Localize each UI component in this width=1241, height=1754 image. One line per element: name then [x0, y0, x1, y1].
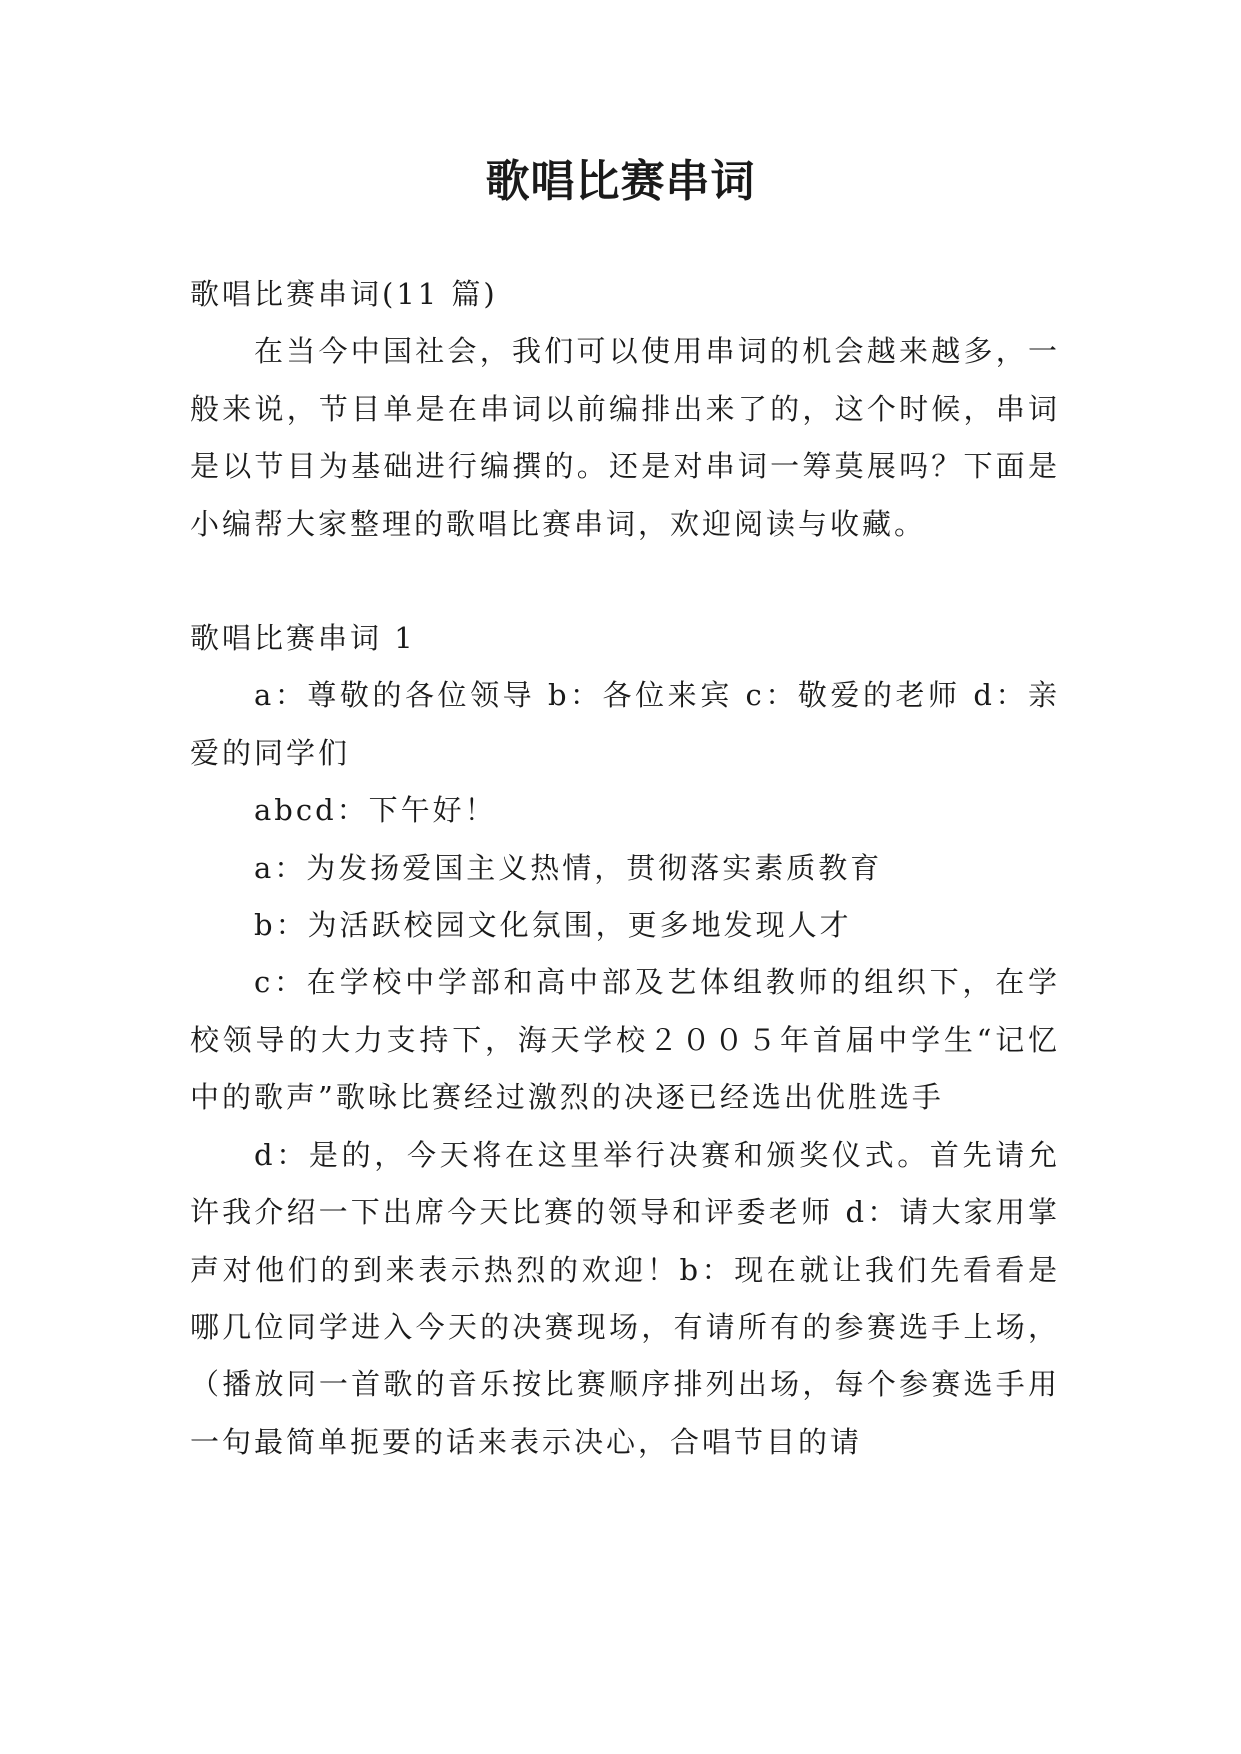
body-paragraph: b：为活跃校园文化氛围，更多地发现人才	[254, 908, 852, 943]
document-subtitle: 歌唱比赛串词(11 篇)	[190, 277, 498, 311]
body-paragraph: c：在学校中学部和高中部及艺体组教师的组织下，在学校领导的大力支持下，海天学校２００５年首届中学生“记忆中的歌声”歌咏比赛经过激烈的决逐已经选出优胜选手	[190, 965, 1060, 1115]
intro-paragraph: 在当今中国社会，我们可以使用串词的机会越来越多，一般来说，节目单是在串词以前编排出来了的，这个时候，串词是以节目为基础进行编撰的。还是对串词一筹莫展吗？下面是小编帮大家整理的歌唱比赛串词，欢迎阅读与收藏。	[190, 334, 1060, 541]
document-title: 歌唱比赛串词	[485, 156, 756, 207]
body-paragraph: a：为发扬爱国主义热情，贯彻落实素质教育	[254, 850, 883, 885]
body-paragraph: a：尊敬的各位领导 b：各位来宾 c：敬爱的老师 d：亲爱的同学们	[190, 678, 1060, 770]
document-body	[190, 266, 1060, 1471]
body-paragraph: d：是的，今天将在这里举行决赛和颁奖仪式。首先请允许我介绍一下出席今天比赛的领导和评委老师 d：请大家用掌声对他们的到来表示热烈的欢迎！b：现在就让我们先看看是哪几位同学进入今天的决赛现场，有请所有的参赛选手上场，（播放同一首歌的音乐按比赛顺序排列出场，每个参赛选手用一句最简单扼要的话来表示决心，合唱节目的请	[190, 1137, 1060, 1459]
section-heading: 歌唱比赛串词 1	[190, 621, 416, 656]
body-paragraph: abcd：下午好！	[254, 793, 497, 828]
